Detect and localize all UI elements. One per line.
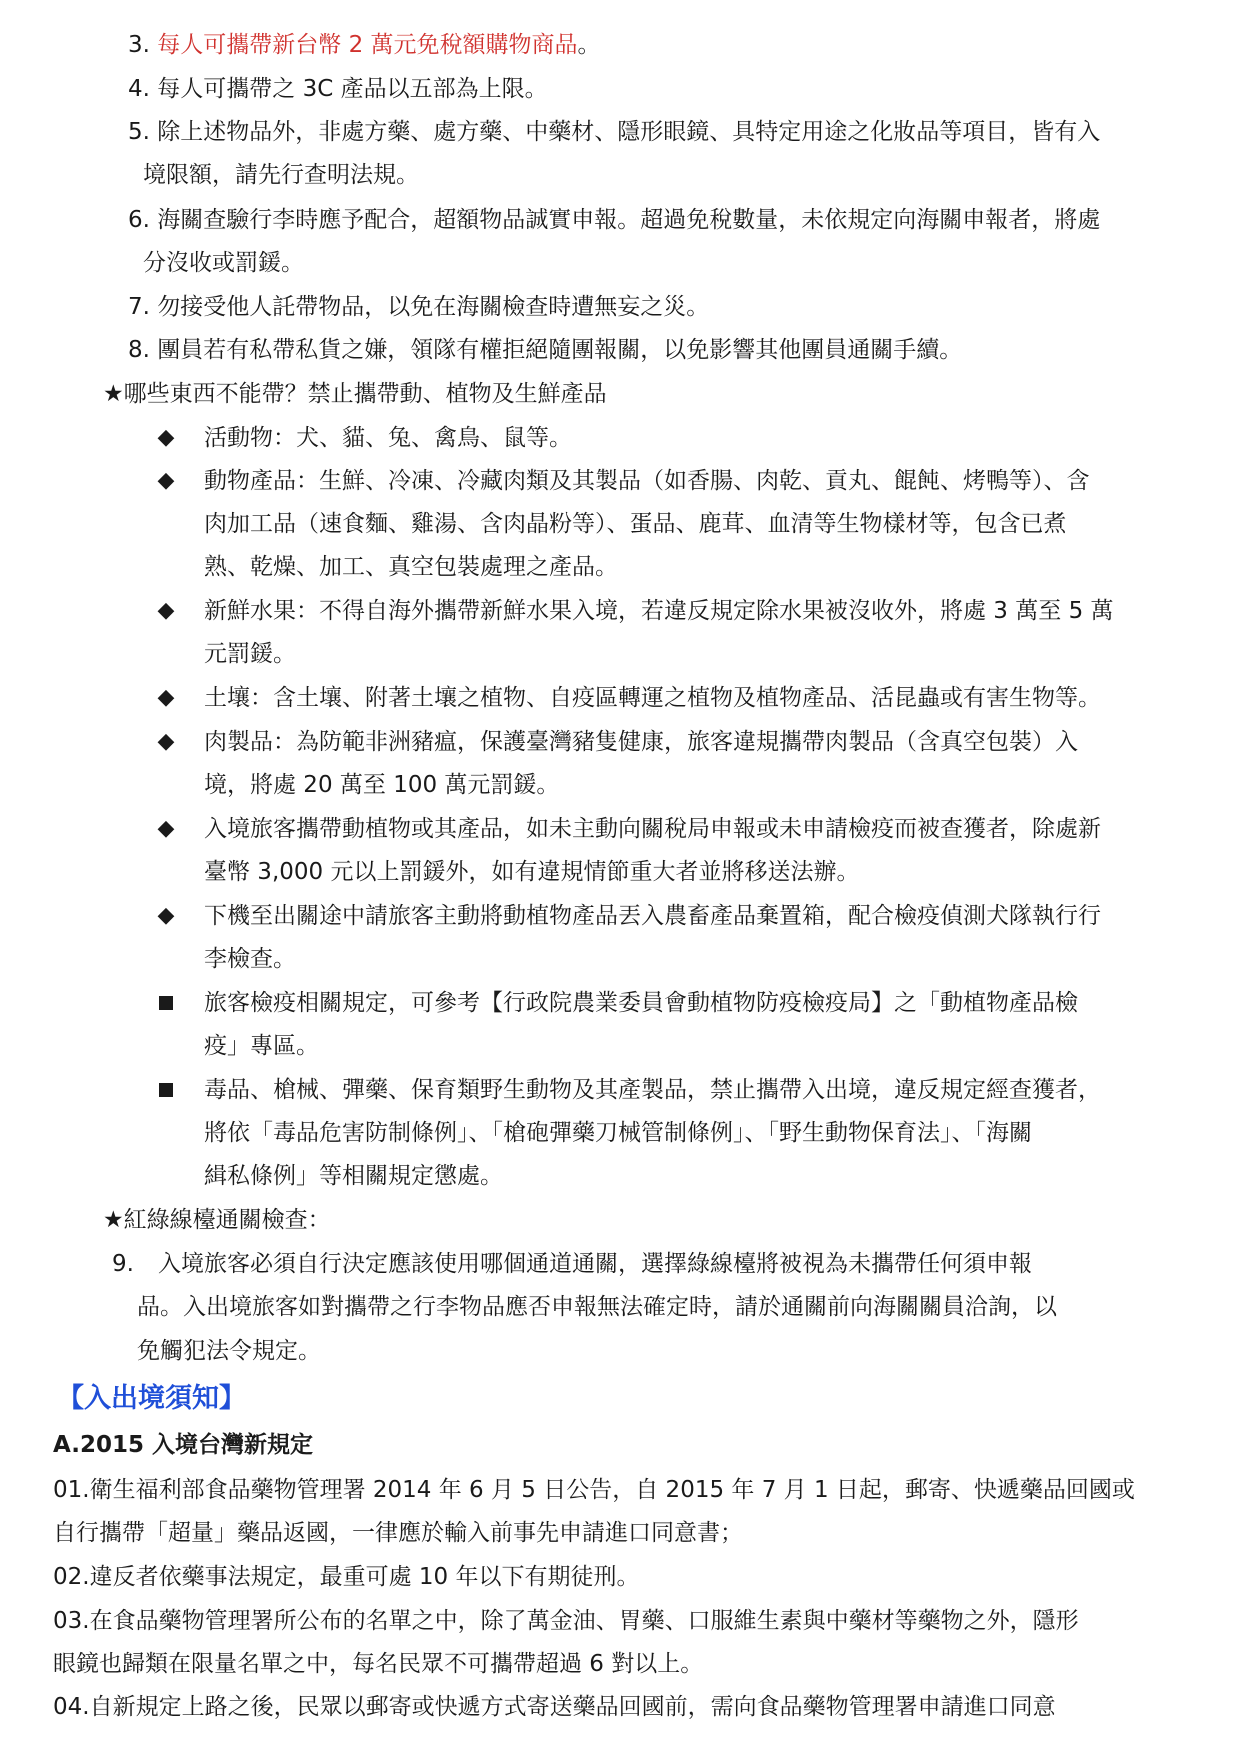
diamond-bullet-icon: ◆ [157, 598, 175, 623]
prohibited-item-fresh-fruit: 新鮮水果：不得自海外攜帶新鮮水果入境，若違反規定除水果被沒收外，將處 3 萬至 5 萬 [204, 598, 1114, 624]
prohibited-item-disposal-bin-cont: 李檢查。 [204, 946, 296, 972]
rule-9-cont: 免觸犯法令規定。 [137, 1338, 321, 1364]
regulation-paragraph-02: 02.違反者依藥事法規定，最重可處 10 年以下有期徒刑。 [53, 1564, 640, 1590]
rule-5-cont: 境限額，請先行查明法規。 [143, 162, 419, 188]
rule-5 [128, 117, 1100, 147]
diamond-bullet-icon: ◆ [157, 468, 175, 493]
diamond-bullet-icon: ◆ [157, 729, 175, 754]
prohibited-item-animal-products: 動物產品：生鮮、冷凍、冷藏肉類及其製品（如香腸、肉乾、貢丸、餛飩、烤鴨等）、含 [204, 468, 1090, 494]
rule-text: 團員若有私帶私貨之嫌，領隊有權拒絕隨團報關，以免影響其他團員通關手續。 [157, 337, 963, 363]
rule-text: 每人可攜帶之 3C 產品以五部為上限。 [157, 76, 548, 102]
regulation-paragraph-03: 03.在食品藥物管理署所公布的名單之中，除了萬金油、胃藥、口服維生素與中藥材等藥物之外，隱形 [53, 1608, 1079, 1634]
diamond-bullet-icon: ◆ [157, 816, 175, 841]
rule-6 [128, 205, 1100, 235]
rule-6-cont: 分沒收或罰鍰。 [143, 250, 304, 276]
regulation-paragraph-01-cont: 自行攜帶「超量」藥品返國，一律應於輸入前事先申請進口同意書； [53, 1520, 743, 1546]
prohibited-item-disposal-bin: 下機至出關途中請旅客主動將動植物產品丟入農畜產品棄置箱，配合檢疫偵測犬隊執行行 [204, 903, 1101, 929]
rule-text: 勿接受他人託帶物品，以免在海關檢查時遭無妄之災。 [157, 294, 710, 320]
rule-number: 3. [128, 32, 150, 58]
square-bullet-icon [159, 996, 173, 1010]
quarantine-rules-note-cont: 疫」專區。 [204, 1033, 319, 1059]
regulation-paragraph-01: 01.衛生福利部食品藥物管理署 2014 年 6 月 5 日公告，自 2015 年 7 月 1 日起，郵寄、快遞藥品回國或 [53, 1477, 1135, 1503]
diamond-bullet-icon: ◆ [157, 903, 175, 928]
diamond-bullet-icon: ◆ [157, 685, 175, 710]
prohibited-item-animal-products-cont: 肉加工品（速食麵、雞湯、含肉晶粉等）、蛋品、鹿茸、血清等生物樣材等，包含已煮 [204, 511, 1067, 537]
rule-3-suffix: 。 [577, 32, 601, 58]
regulation-paragraph-04: 04.自新規定上路之後，民眾以郵寄或快遞方式寄送藥品回國前，需向食品藥物管理署申請進口同意 [53, 1694, 1056, 1720]
prohibited-item-meat-products-cont: 境，將處 20 萬至 100 萬元罰鍰。 [204, 772, 560, 798]
quarantine-rules-note: 旅客檢疫相關規定，可參考【行政院農業委員會動植物防疫檢疫局】之「動植物產品檢 [204, 990, 1078, 1016]
rule-number: 4. [128, 76, 150, 102]
rule-7 [128, 292, 709, 322]
rule-text: 除上述物品外，非處方藥、處方藥、中藥材、隱形眼鏡、具特定用途之化妝品等項目，皆有入 [157, 119, 1101, 145]
prohibited-item-animal-products-cont: 熟、乾燥、加工、真空包裝處理之產品。 [204, 554, 618, 580]
prohibited-item-undeclared: 入境旅客攜帶動植物或其產品，如未主動向關稅局申報或未申請檢疫而被查獲者，除處新 [204, 816, 1101, 842]
contraband-note-cont: 將依「毒品危害防制條例」、「槍砲彈藥刀械管制條例」、「野生動物保育法」、「海關 [204, 1120, 1032, 1146]
rule-number: 7. [128, 294, 150, 320]
square-bullet-icon [159, 1083, 173, 1097]
redgreen-heading: ★紅綠線檯通關檢查： [103, 1207, 331, 1233]
prohibited-item-fresh-fruit-cont: 元罰鍰。 [204, 641, 296, 667]
section-title: 【入出境須知】 [57, 1383, 246, 1414]
rule-3-highlight: 每人可攜帶新台幣 2 萬元免稅額購物商品 [157, 32, 578, 58]
rule-number: 5. [128, 119, 150, 145]
contraband-note: 毒品、槍械、彈藥、保育類野生動物及其產製品，禁止攜帶入出境，違反規定經查獲者， [204, 1077, 1101, 1103]
rule-4 [128, 74, 548, 104]
rule-8 [128, 335, 962, 365]
regulation-paragraph-03-cont: 眼鏡也歸類在限量名單之中，每名民眾不可攜帶超過 6 對以上。 [53, 1651, 704, 1677]
contraband-note-cont: 緝私條例」等相關規定懲處。 [204, 1163, 503, 1189]
prohibited-heading: ★哪些東西不能帶？禁止攜帶動、植物及生鮮產品 [103, 381, 607, 407]
section-subtitle: A.2015 入境台灣新規定 [53, 1432, 313, 1458]
rule-9-cont: 品。入出境旅客如對攜帶之行李物品應否申報無法確定時，請於通關前向海關關員洽詢，以 [137, 1294, 1057, 1320]
prohibited-item-live-animals: 活動物：犬、貓、兔、禽鳥、鼠等。 [204, 425, 572, 451]
rule-number: 8. [128, 337, 150, 363]
rule-number: 6. [128, 207, 150, 233]
rule-3 [128, 30, 601, 60]
rule-9-number: 9. [112, 1251, 134, 1277]
rule-9: 入境旅客必須自行決定應該使用哪個通道通關，選擇綠線檯將被視為未攜帶任何須申報 [158, 1251, 1032, 1277]
prohibited-item-soil: 土壤：含土壤、附著土壤之植物、自疫區轉運之植物及植物產品、活昆蟲或有害生物等。 [204, 685, 1101, 711]
prohibited-item-undeclared-cont: 臺幣 3,000 元以上罰鍰外，如有違規情節重大者並將移送法辦。 [204, 859, 860, 885]
rule-text: 海關查驗行李時應予配合，超額物品誠實申報。超過免稅數量，未依規定向海關申報者，將處 [157, 207, 1101, 233]
prohibited-item-meat-products: 肉製品：為防範非洲豬瘟，保護臺灣豬隻健康，旅客違規攜帶肉製品（含真空包裝）入 [204, 729, 1078, 755]
diamond-bullet-icon: ◆ [157, 425, 175, 450]
